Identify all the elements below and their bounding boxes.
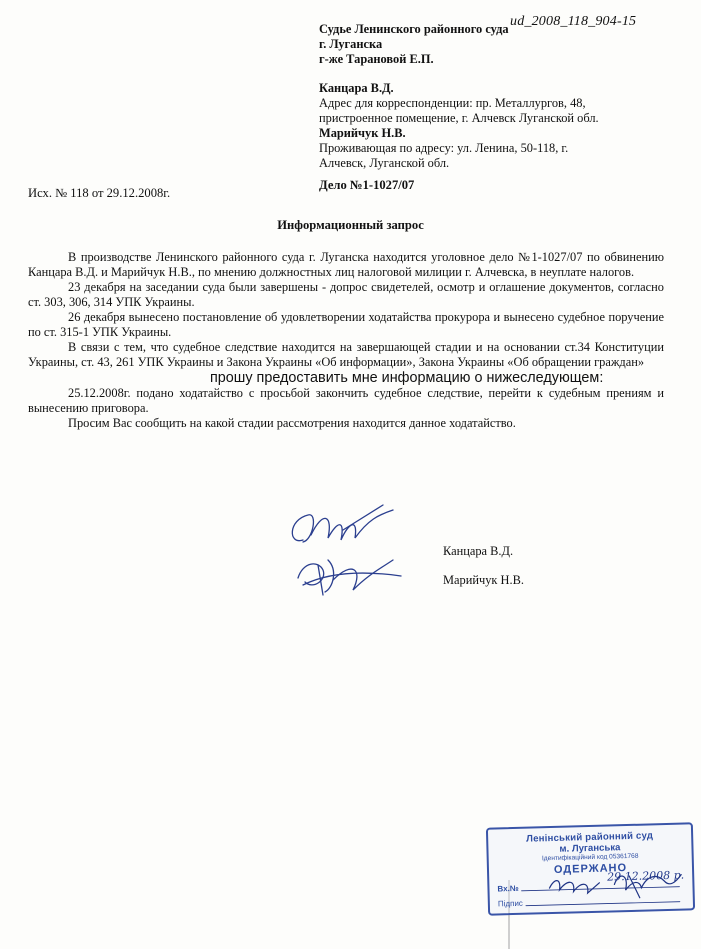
signer-2: Марийчук Н.В. xyxy=(443,573,524,587)
court-received-stamp xyxy=(486,822,695,915)
addressee-line3: г-же Тарановой Е.П. xyxy=(319,52,434,66)
document-title: Информационный запрос xyxy=(277,218,424,232)
paragraph-5: 25.12.2008г. подано ходатайство с просьбой закончить судебное следствие, перейти к судебным прениям и вынесению приговора. xyxy=(28,386,664,415)
paragraph-3: 26 декабря вынесено постановление об удовлетворении ходатайства прокурора и вынесено судебное поручение по ст. 315-1 УПК Украины. xyxy=(28,310,664,339)
stamp-received: ОДЕРЖАНО xyxy=(553,862,628,876)
signature-names xyxy=(443,537,524,595)
paragraph-6: Просим Вас сообщить на какой стадии рассмотрения находится данное ходатайство. xyxy=(68,416,516,430)
stamp-city: м. Луганська xyxy=(559,842,621,855)
outgoing-number: Исх. № 118 от 29.12.2008г. xyxy=(28,186,171,200)
sender1-address1: Адрес для корреспонденции: пр. Металлургов, 48, xyxy=(319,96,586,110)
signer-1: Канцара В.Д. xyxy=(443,544,514,558)
stamp-court-name: Ленінський районний суд xyxy=(526,830,654,845)
paragraph-1: В производстве Ленинского районного суда г. Луганска находится уголовное дело №1-1027/07 по обвинению Канцара В.Д. и Марийчук Н.В., по мнению должностных лиц налоговой милиции г. Алчевска, в неуплате налогов. xyxy=(28,250,664,279)
addressee-line1: Судье Ленинского районного суда xyxy=(319,22,509,36)
addressee-line2: г. Луганска xyxy=(319,37,383,51)
paragraph-2: 23 декабря на заседании суда были завершены - допрос свидетелей, осмотр и оглашение документов, согласно ст. 303, 306, 314 УПК Украины. xyxy=(28,280,664,309)
sender1-name: Канцара В.Д. xyxy=(319,81,394,95)
case-number: Дело №1-1027/07 xyxy=(319,178,415,192)
sender2-name: Марийчук Н.В. xyxy=(319,126,406,140)
stamp-handwriting xyxy=(488,824,693,913)
document-id: ud_2008_118_904-15 xyxy=(510,14,637,29)
sender2-address1: Проживающая по адресу: ул. Ленина, 50-118, г. xyxy=(319,141,569,155)
stamp-sign-label: Підпис xyxy=(497,898,523,909)
sender1-address2: пристроенное помещение, г. Алчевск Луганской обл. xyxy=(319,111,599,125)
address-block xyxy=(319,22,659,171)
handwritten-signatures xyxy=(283,500,423,610)
sender2-address2: Алчевск, Луганской обл. xyxy=(319,156,450,170)
stamp-incoming-label: Вх.№ xyxy=(497,883,519,894)
stamp-date: 29.12.2008 р. xyxy=(607,868,685,884)
document-body xyxy=(28,250,664,431)
stamp-code: Ідентифікаційний код 05361768 xyxy=(541,852,639,863)
request-line: прошу предоставить мне информацию о нижеследующем: xyxy=(210,370,604,386)
paragraph-4: В связи с тем, что судебное следствие находится на завершающей стадии и на основании ст.34 Конституции Украины, ст. 43, 261 УПК Украины и Закона Украины «Об информации», Закона Украины «Об обращении граждан» xyxy=(28,340,664,369)
